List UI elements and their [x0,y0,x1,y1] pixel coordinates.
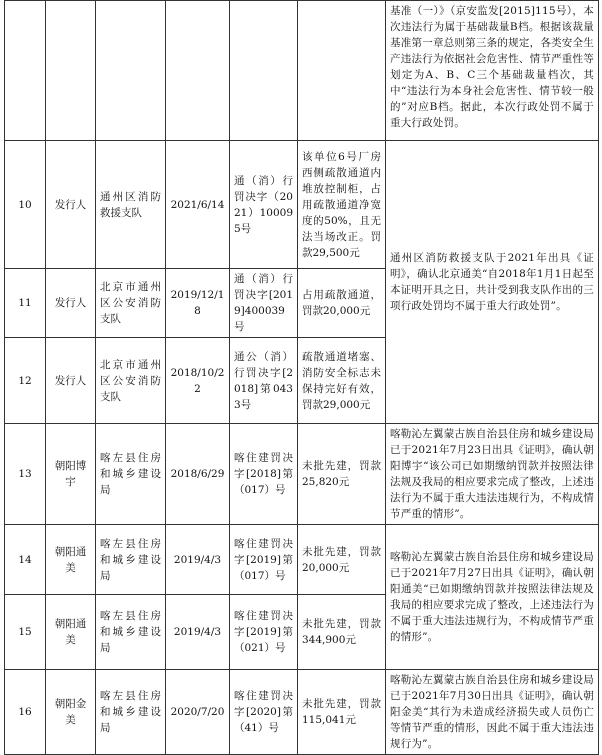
authority-cell: 通州区消防救援支队 [96,141,166,269]
date-cell: 2021/6/14 [166,141,230,269]
authority-cell: 北京市通州区公安消防支队 [96,338,166,424]
date-cell: 2018/6/29 [166,424,230,525]
document-cell: 喀住建罚决字[2020]第（41）号 [230,670,298,755]
content-cell: 疏散通道堵塞、消防安全标志未保持完好有效，罚款29,000元 [298,338,386,424]
row-number: 16 [5,670,46,755]
date-cell: 2018/10/22 [166,338,230,424]
row-number: 11 [5,269,46,338]
authority-cell: 喀左县住房和城乡建设局 [96,424,166,525]
party-cell: 发行人 [46,338,96,424]
party-cell: 朝阳通美 [46,595,96,670]
date-cell: 2019/12/18 [166,269,230,338]
row-number: 10 [5,141,46,269]
party-cell: 朝阳金美 [46,670,96,755]
opinion-cell: 基准（一）》（京安监发[2015]115号），本次违法行为属于基础裁量B档。根据该裁量基准第一章总则第三条的规定，各类安全生产违法行为依据社会危害性、情节严重性等划定为A、B、C三个基础裁量档次，其中“违法行为本身社会危害性、情节较一般的”对应B档。据此，本次行政处罚不属于重大行政处罚。 [386,1,599,141]
date-cell: 2020/7/20 [166,670,230,755]
table-row [5,525,599,595]
content-cell: 占用疏散通道，罚款20,000元 [298,269,386,338]
content-cell: 未批先建，罚款25,820元 [298,424,386,525]
authority-cell: 喀左县住房和城乡建设局 [96,525,166,595]
date-cell: 2019/4/3 [166,595,230,670]
row-number: 15 [5,595,46,670]
document-cell: 喀住建罚决字[2019]第（021）号 [230,595,298,670]
table-row [5,424,599,525]
content-cell: 未批先建，罚款344,900元 [298,595,386,670]
content-cell: 未批先建，罚款20,000元 [298,525,386,595]
content-cell: 该单位6号厂房西侧疏散通道内堆放控制柜，占用疏散通道净宽度的50%，且无法当场改正。罚款29,500元 [298,141,386,269]
table-row [5,141,599,269]
content-cell: 未批先建，罚款115,041元 [298,670,386,755]
table-row [5,1,599,141]
document-cell: 通（消）行罚决字[2019]400039号 [230,269,298,338]
authority-cell: 喀左县住房和城乡建设局 [96,595,166,670]
party-cell: 朝阳博宇 [46,424,96,525]
party-cell: 朝阳通美 [46,525,96,595]
opinion-cell: 通州区消防救援支队于2021年出具《证明》，确认北京通美“自2018年1月1日起至本证明开具之日，共计受到我支队作出的三项行政处罚均不属于重大行政处罚”。 [386,141,599,424]
opinion-cell: 喀勒沁左翼蒙古族自治县住房和城乡建设局已于2021年7月23日出具《证明》，确认朝阳博宇“该公司已如期缴纳罚款并按照法律法规及我局的相应要求完成了整改，上述违法行为不属于重大违法违规行为，不构成情节严重的情形”。 [386,424,599,525]
document-cell: 通（消）行罚决字（2021）100095号 [230,141,298,269]
row-number: 13 [5,424,46,525]
date-cell: 2019/4/3 [166,525,230,595]
document-cell: 喀住建罚决字[2019]第（017）号 [230,525,298,595]
party-cell: 发行人 [46,269,96,338]
document-cell: 通公（消）行罚决字[2018]第0433号 [230,338,298,424]
party-cell: 发行人 [46,141,96,269]
document-cell: 喀住建罚决字[2018]第（017）号 [230,424,298,525]
penalty-table [4,0,599,755]
authority-cell: 喀左县住房和城乡建设局 [96,670,166,755]
row-number: 14 [5,525,46,595]
opinion-cell: 喀勒沁左翼蒙古族自治县住房和城乡建设局已于2021年7月30日出具《证明》，确认朝阳金美“其行为未造成经济损失或人员伤亡等情节严重的情形，因此不属于重大违法违规行为”。 [386,670,599,755]
row-number: 12 [5,338,46,424]
authority-cell: 北京市通州区公安消防支队 [96,269,166,338]
opinion-cell: 喀勒沁左翼蒙古族自治县住房和城乡建设局已于2021年7月27日出具《证明》，确认朝阳通美“已如期缴纳罚款并按照法律法规及我局的相应要求完成了整改，上述违法行为不属于重大违法违规行为，不构成情节严重的情形”。 [386,525,599,670]
